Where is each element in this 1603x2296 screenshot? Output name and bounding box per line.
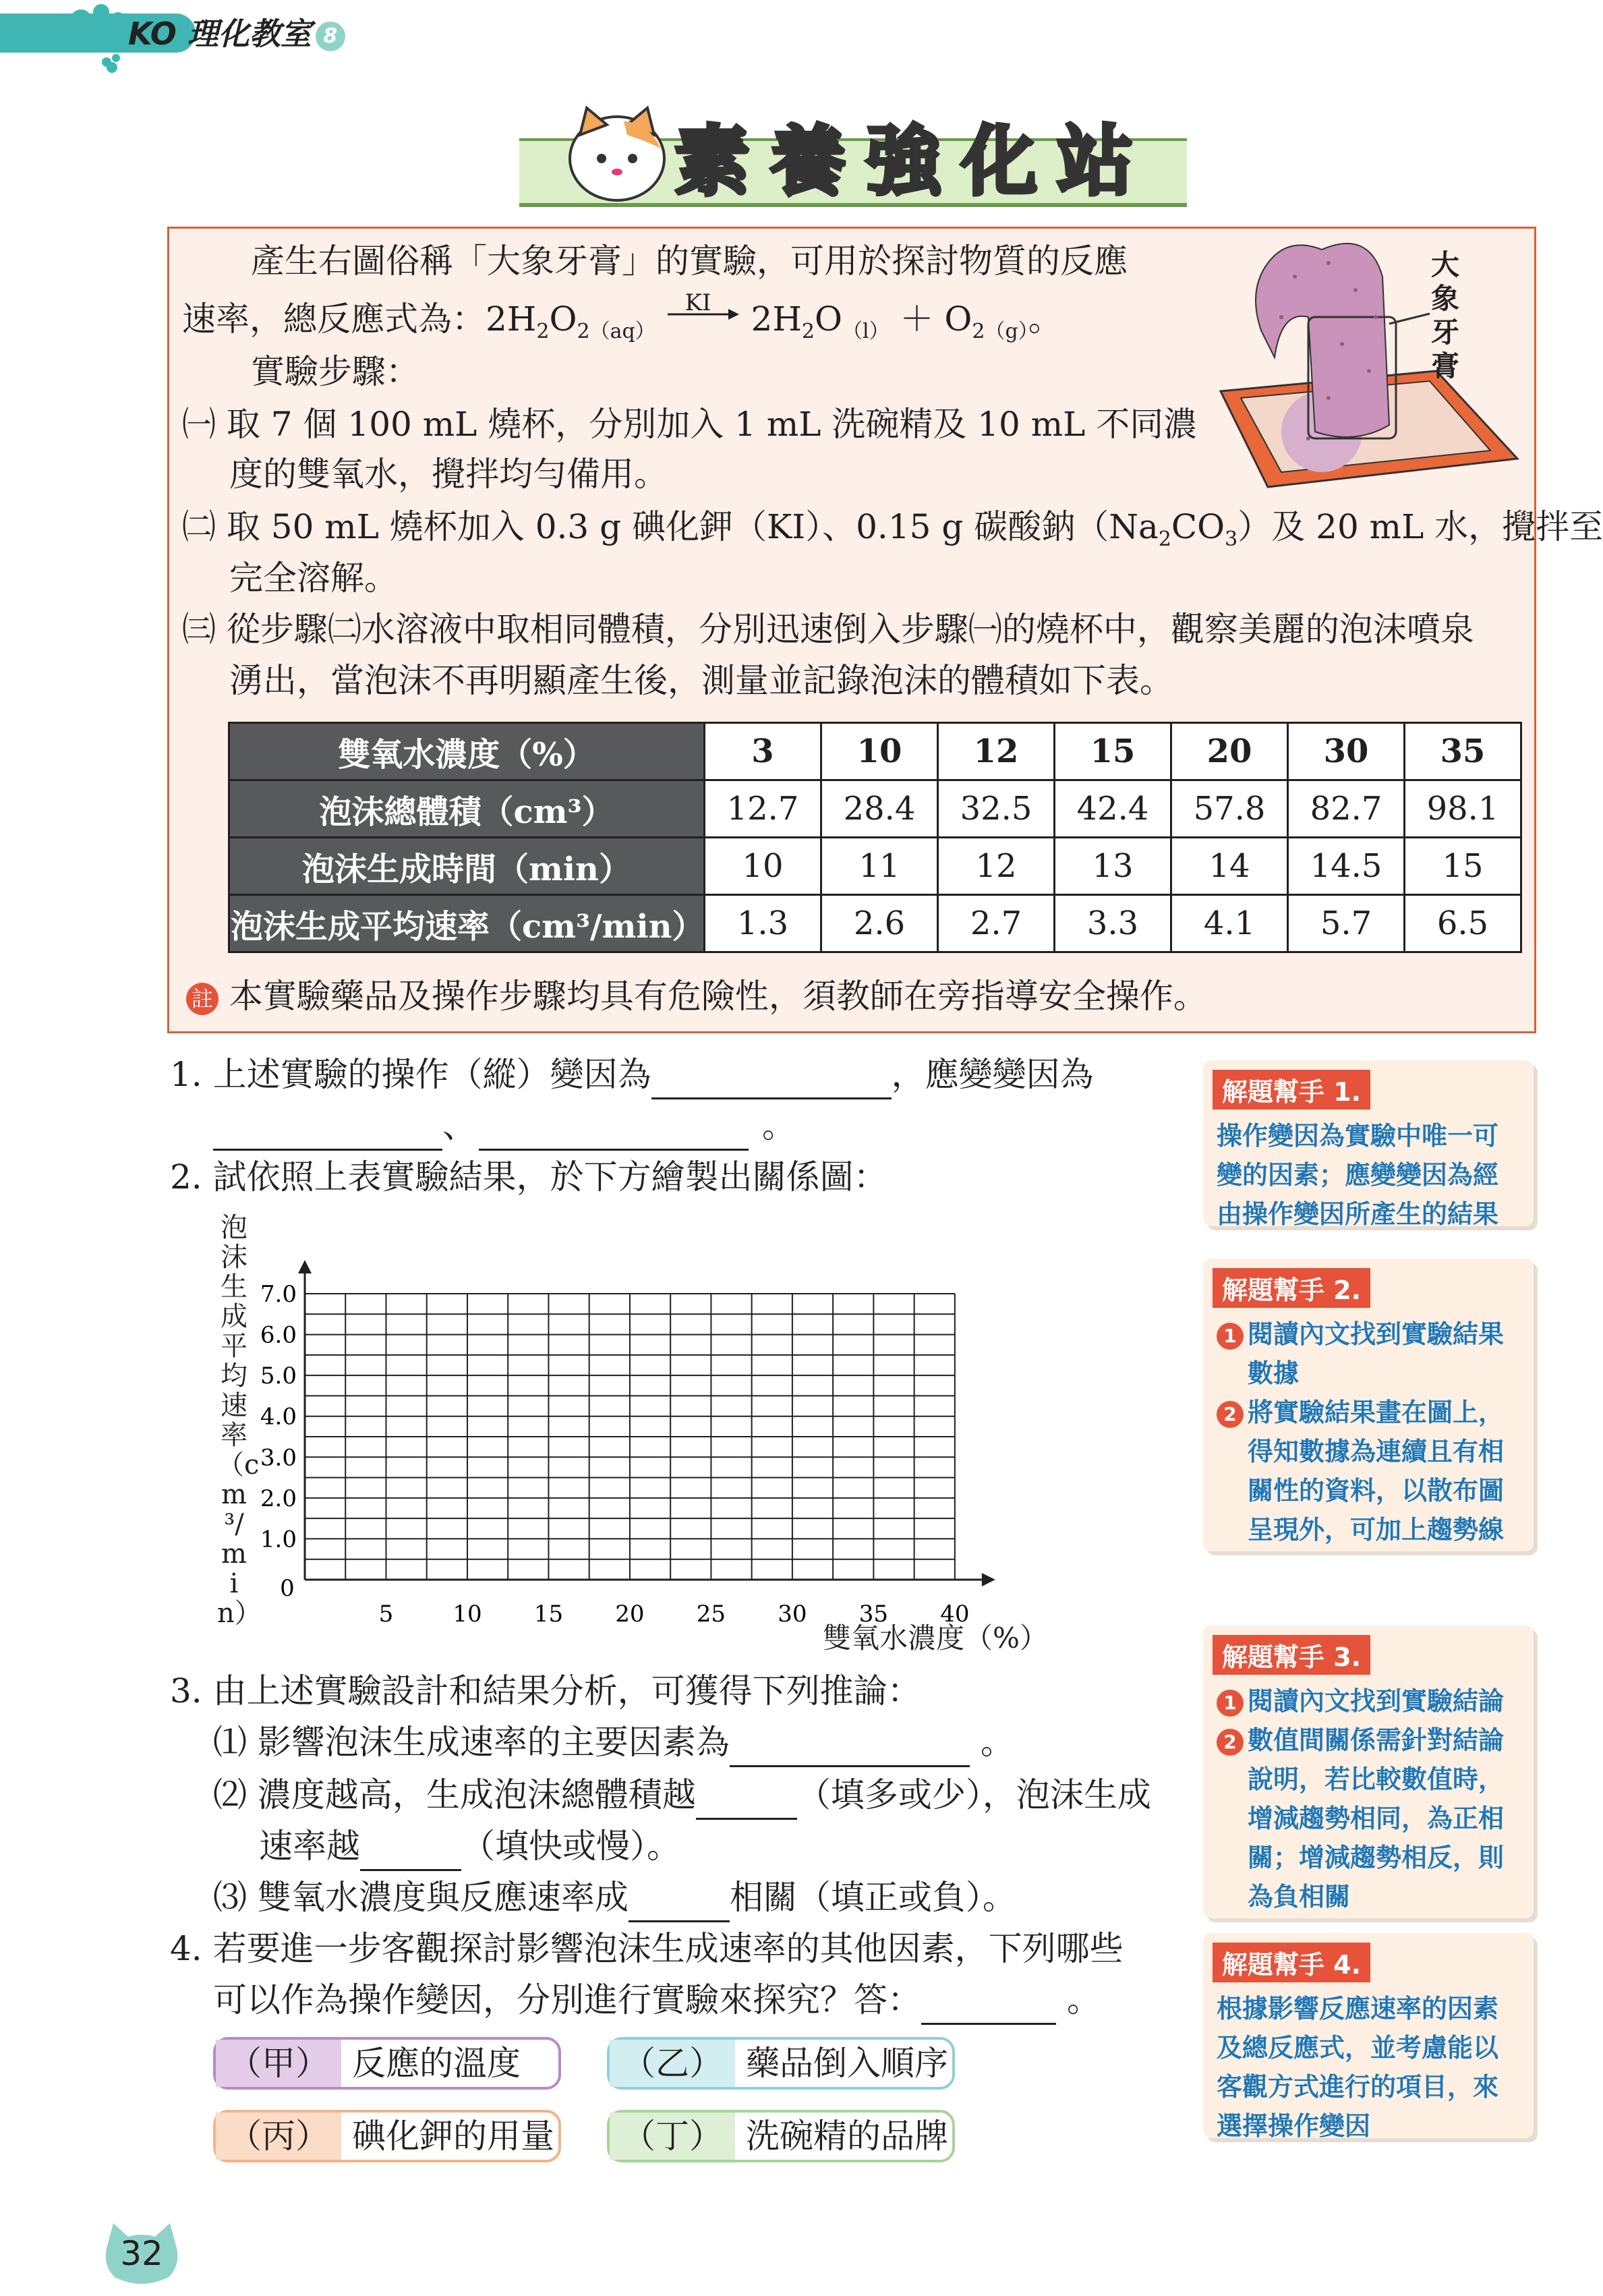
chart-ylabel: 泡沫生成平均速率（cm³/min） xyxy=(217,1212,262,1629)
table-row: 雙氧水濃度（%） 3 10 12 15 20 30 35 xyxy=(229,723,1521,780)
help-box-2: 解題幫手 2. 1 閱讀內文找到實驗結果 數據 2 將實驗結果畫在圖上， 得知數據為連續且有相 關性的資料，以散布圖 呈現外，可加上趨勢線 xyxy=(1203,1259,1534,1551)
origin-label: 0 xyxy=(280,1575,295,1602)
x-tick-label: 5 xyxy=(378,1601,394,1628)
y-tick-label: 1.0 xyxy=(260,1526,297,1553)
x-tick-label: 25 xyxy=(696,1601,726,1628)
step-3a: ㈢ 從步驟㈡水溶液中取相同體積，分別迅速倒入步驟㈠的燒杯中，觀察美麗的泡沫噴泉 xyxy=(182,610,1474,649)
step-number-2: 2 xyxy=(1217,1401,1244,1428)
steps-title: 實驗步驟： xyxy=(251,352,419,391)
y-tick-label: 4.0 xyxy=(260,1403,297,1431)
answer-blank-7[interactable] xyxy=(629,1887,730,1922)
chart-xlabel: 雙氧水濃度（%） xyxy=(823,1621,1048,1655)
x-tick-label: 35 xyxy=(858,1601,889,1628)
question-3: 3. 由上述實驗設計和結果分析，可獲得下列推論： xyxy=(170,1671,921,1711)
y-tick-label: 2.0 xyxy=(260,1485,297,1512)
option-a[interactable]: （甲） 反應的溫度 xyxy=(213,2037,561,2090)
intro-line-2: 速率，總反應式為：$2H_2O_{2(aq)}$ KI $2H_2O_{(l)} + O_{2(g)}$。 xyxy=(182,294,1062,357)
cat-mascot-icon xyxy=(560,94,674,209)
step-number-2: 2 xyxy=(1217,1729,1244,1756)
answer-blank-2[interactable] xyxy=(213,1115,442,1151)
intro-line-1: 產生右圖俗稱「大象牙膏」的實驗，可用於探討物質的反應 xyxy=(251,241,1128,281)
elephant-toothpaste-figure xyxy=(1207,236,1524,492)
catalyst-label: KI xyxy=(684,289,711,316)
x-tick-label: 30 xyxy=(778,1601,807,1628)
question-2: 2. 試依照上表實驗結果，於下方繪製出關係圖： xyxy=(170,1157,887,1197)
answer-blank-1[interactable] xyxy=(651,1064,892,1099)
question-1a: 1. 上述實驗的操作（縱）變因為 ，應變變因為 xyxy=(170,1050,1094,1099)
answer-blank-4[interactable] xyxy=(730,1731,970,1767)
option-b[interactable]: （乙） 藥品倒入順序 xyxy=(607,2037,955,2090)
volume-badge: 8 xyxy=(316,22,345,51)
table-row: 泡沫總體積（cm³） 12.7 28.4 32.5 42.4 57.8 82.7 98.1 xyxy=(229,780,1521,838)
question-3-2-cont: 速率越 （填快或慢）。 xyxy=(259,1821,680,1871)
answer-blank-8[interactable] xyxy=(921,1989,1056,2025)
option-d[interactable]: （丁） 洗碗精的品牌 xyxy=(607,2110,955,2162)
table-row: 泡沫生成時間（min） 10 11 12 13 14 14.5 15 xyxy=(229,838,1521,895)
y-axis-arrow xyxy=(298,1260,312,1273)
question-4b: 可以作為操作變因，分別進行實驗來探究？答： 。 xyxy=(213,1975,1101,2025)
y-tick-label: 5.0 xyxy=(260,1362,297,1390)
safety-note: 註 本實驗藥品及操作步驟均具有危險性，須教師在旁指導安全操作。 xyxy=(186,971,1207,1021)
x-axis-arrow xyxy=(982,1573,995,1586)
note-badge: 註 xyxy=(186,983,218,1015)
step-2a: ㈡ 取 50 mL 燒杯加入 0.3 g 碘化鉀（KI）、0.15 g 碳酸鈉$(Na_2CO_3)$及 20 mL 水，攪拌至 xyxy=(182,507,1603,551)
step-number-1: 1 xyxy=(1217,1323,1244,1350)
page-number: 32 xyxy=(120,2234,163,2273)
rate-vs-concentration-chart[interactable] xyxy=(202,1207,1052,1666)
help-box-3: 解題幫手 3. 1 閱讀內文找到實驗結論 2 數值間關係需針對結論 說明，若比較數值時， 增減趨勢相同，為正相 關；增減趨勢相反，則 為負相關 xyxy=(1203,1626,1534,1918)
step-1a: ㈠ 取 7 個 100 mL 燒杯，分別加入 1 mL 洗碗精及 10 mL 不同濃 xyxy=(182,405,1198,444)
y-tick-label: 6.0 xyxy=(260,1321,297,1349)
series-title: KO 理化教室 8 xyxy=(128,9,345,54)
step-2b: 完全溶解。 xyxy=(229,558,398,598)
x-tick-label: 40 xyxy=(940,1601,970,1628)
question-1b: 、 。 xyxy=(213,1101,796,1151)
answer-blank-5[interactable] xyxy=(696,1784,797,1820)
figure-label: 大象牙膏 xyxy=(1431,248,1460,382)
question-3-1: ⑴ 影響泡沫生成速率的主要因素為 。 xyxy=(213,1717,1014,1767)
banner-title: 素養強化站 xyxy=(674,118,1153,206)
answer-blank-6[interactable] xyxy=(360,1835,461,1871)
option-c[interactable]: （丙） 碘化鉀的用量 xyxy=(213,2110,561,2162)
step-3b: 湧出，當泡沫不再明顯產生後，測量並記錄泡沫的體積如下表。 xyxy=(229,661,1173,700)
step-1b: 度的雙氧水，攪拌均勻備用。 xyxy=(229,455,668,494)
data-table xyxy=(228,722,1522,953)
question-4a: 4. 若要進一步客觀探討影響泡沫生成速率的其他因素，下列哪些 xyxy=(170,1929,1124,1968)
y-tick-label: 7.0 xyxy=(260,1281,297,1308)
answer-blank-3[interactable] xyxy=(479,1115,749,1151)
question-3-3: ⑶ 雙氧水濃度與反應速率成 相關（填正或負）。 xyxy=(213,1872,1016,1922)
y-tick-label: 3.0 xyxy=(260,1444,297,1472)
help-box-1: 解題幫手 1. 操作變因為實驗中唯一可 變的因素；應變變因為經 由操作變因所產生的結果 xyxy=(1203,1060,1534,1226)
reaction-arrow-icon xyxy=(666,306,740,322)
question-3-2: ⑵ 濃度越高，生成泡沫總體積越 （填多或少），泡沫生成 xyxy=(213,1770,1151,1820)
x-tick-label: 10 xyxy=(453,1601,482,1628)
x-tick-label: 15 xyxy=(533,1601,564,1628)
help-box-4: 解題幫手 4. 根據影響反應速率的因素 及總反應式，並考慮能以 客觀方式進行的項目，來 選擇操作變因 xyxy=(1203,1933,1534,2138)
step-number-1: 1 xyxy=(1217,1690,1244,1717)
table-row: 泡沫生成平均速率（cm³/min） 1.3 2.6 2.7 3.3 4.1 5.7 6.5 xyxy=(229,895,1521,952)
x-tick-label: 20 xyxy=(615,1601,645,1628)
